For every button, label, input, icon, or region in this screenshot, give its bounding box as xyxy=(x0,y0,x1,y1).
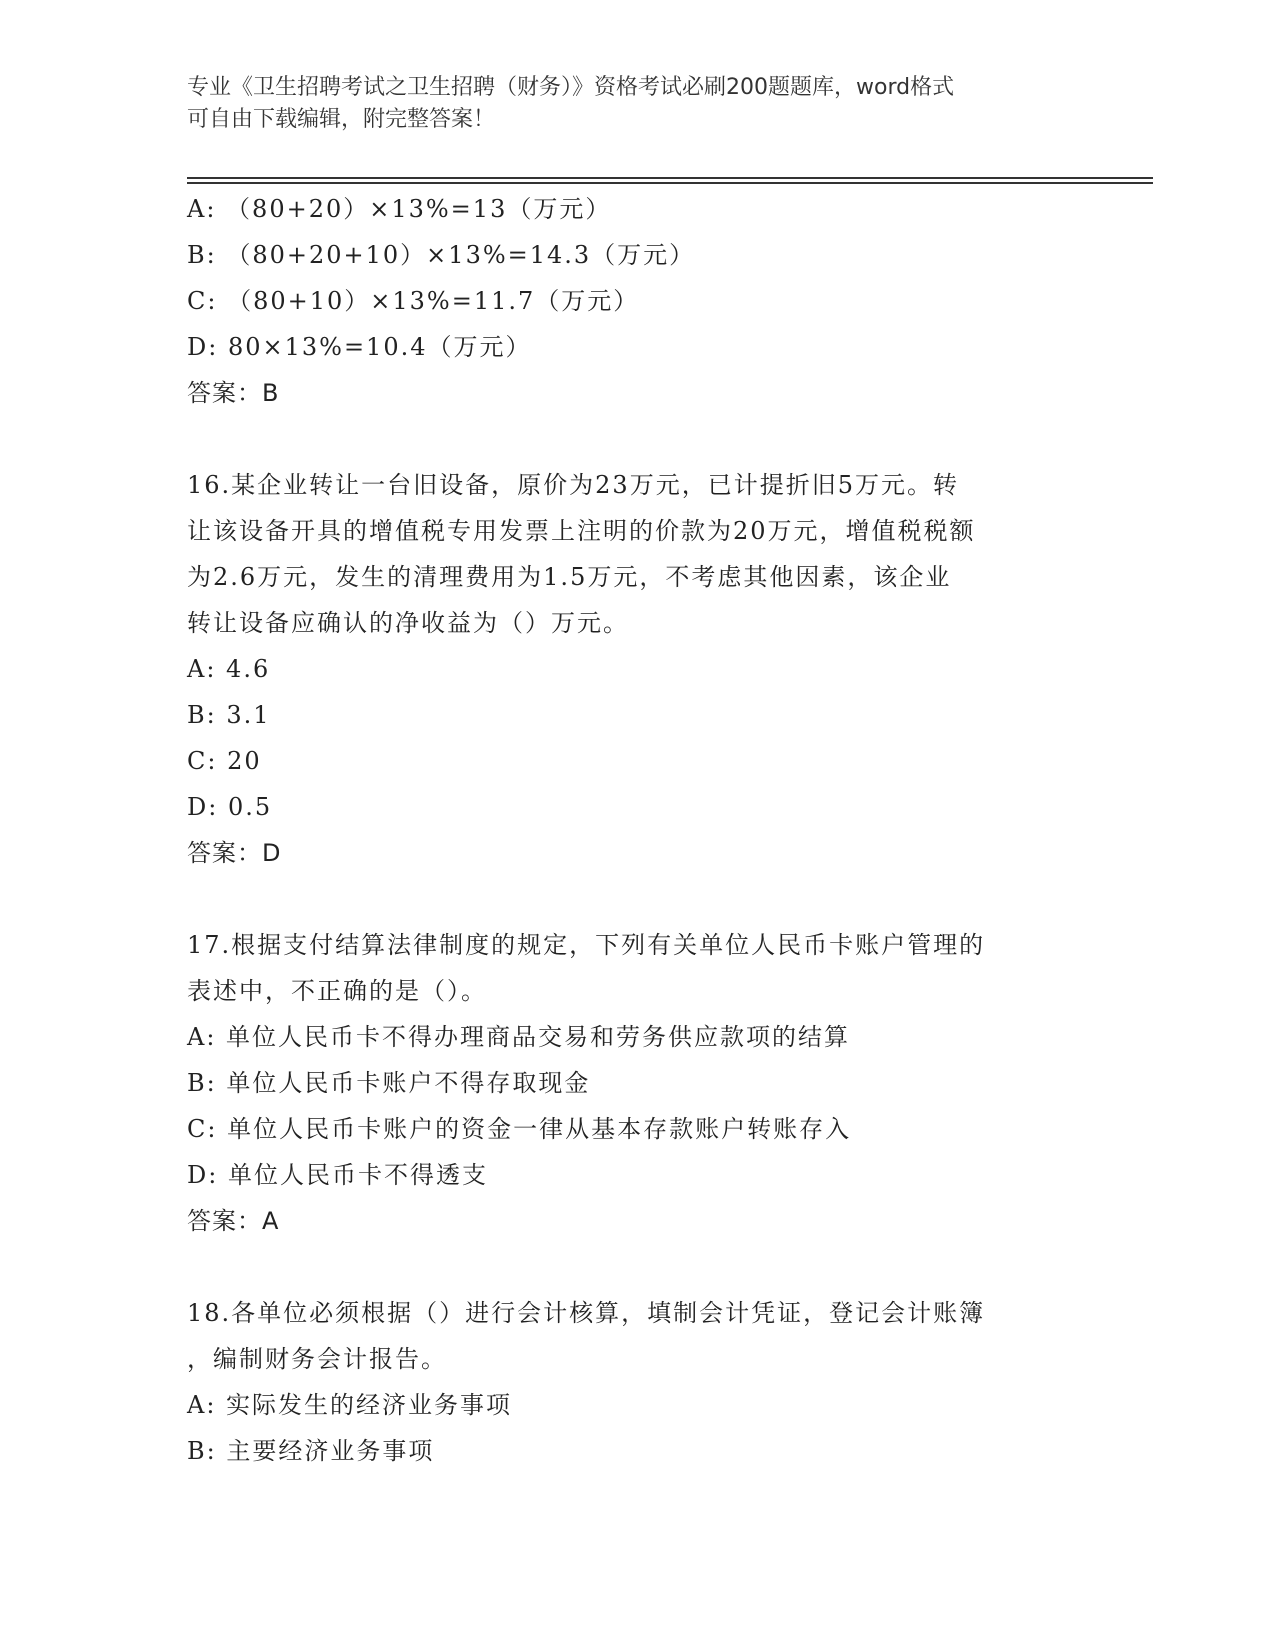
header-divider-bottom xyxy=(187,182,1153,184)
question-stem-line: 转让设备应确认的净收益为（）万元。 xyxy=(187,609,629,637)
question-content xyxy=(187,186,1087,1474)
question-stem-line: 18.各单位必须根据（）进行会计核算，填制会计凭证，登记会计账簿 xyxy=(187,1299,986,1327)
option-b: B: 主要经济业务事项 xyxy=(187,1437,435,1465)
option-a: A: 4.6 xyxy=(187,655,271,683)
option-b: B: 单位人民币卡账户不得存取现金 xyxy=(187,1069,591,1097)
question-stem-line: ，编制财务会计报告。 xyxy=(187,1345,447,1373)
question-stem-line: 让该设备开具的增值税专用发票上注明的价款为20万元，增值税税额 xyxy=(187,517,976,545)
header-line: 可自由下载编辑，附完整答案！ xyxy=(187,107,496,132)
spacer xyxy=(187,876,1087,922)
spacer xyxy=(187,1244,1087,1290)
option-b: B: （80+20+10）×13%=14.3（万元） xyxy=(187,241,696,269)
question-18 xyxy=(187,1290,1087,1474)
answer: 答案：D xyxy=(187,839,282,867)
option-a: A: 实际发生的经济业务事项 xyxy=(187,1391,513,1419)
option-a: A: 单位人民币卡不得办理商品交易和劳务供应款项的结算 xyxy=(187,1023,851,1051)
option-d: D: 0.5 xyxy=(187,793,273,821)
answer: 答案：B xyxy=(187,379,280,407)
header-line: 专业《卫生招聘考试之卫生招聘（财务）》资格考试必刷200题题库，word格式 xyxy=(187,75,955,100)
question-16 xyxy=(187,462,1087,876)
option-c: C: 单位人民币卡账户的资金一律从基本存款账户转账存入 xyxy=(187,1115,852,1143)
question-stem-line: 16.某企业转让一台旧设备，原价为23万元，已计提折旧5万元。转 xyxy=(187,471,959,499)
option-d: D: 80×13%=10.4（万元） xyxy=(187,333,532,361)
option-a: A: （80+20）×13%=13（万元） xyxy=(187,195,612,223)
option-c: C: （80+10）×13%=11.7（万元） xyxy=(187,287,640,315)
spacer xyxy=(187,416,1087,462)
question-stem-line: 为2.6万元，发生的清理费用为1.5万元，不考虑其他因素，该企业 xyxy=(187,563,952,591)
question-17 xyxy=(187,922,1087,1244)
question-15-tail xyxy=(187,186,1087,416)
option-b: B: 3.1 xyxy=(187,701,271,729)
document-header xyxy=(187,72,1087,136)
answer: 答案：A xyxy=(187,1207,280,1235)
question-stem-line: 表述中，不正确的是（）。 xyxy=(187,977,487,1005)
option-d: D: 单位人民币卡不得透支 xyxy=(187,1161,488,1189)
option-c: C: 20 xyxy=(187,747,262,775)
question-stem-line: 17.根据支付结算法律制度的规定，下列有关单位人民币卡账户管理的 xyxy=(187,931,986,959)
header-divider-top xyxy=(187,177,1153,179)
